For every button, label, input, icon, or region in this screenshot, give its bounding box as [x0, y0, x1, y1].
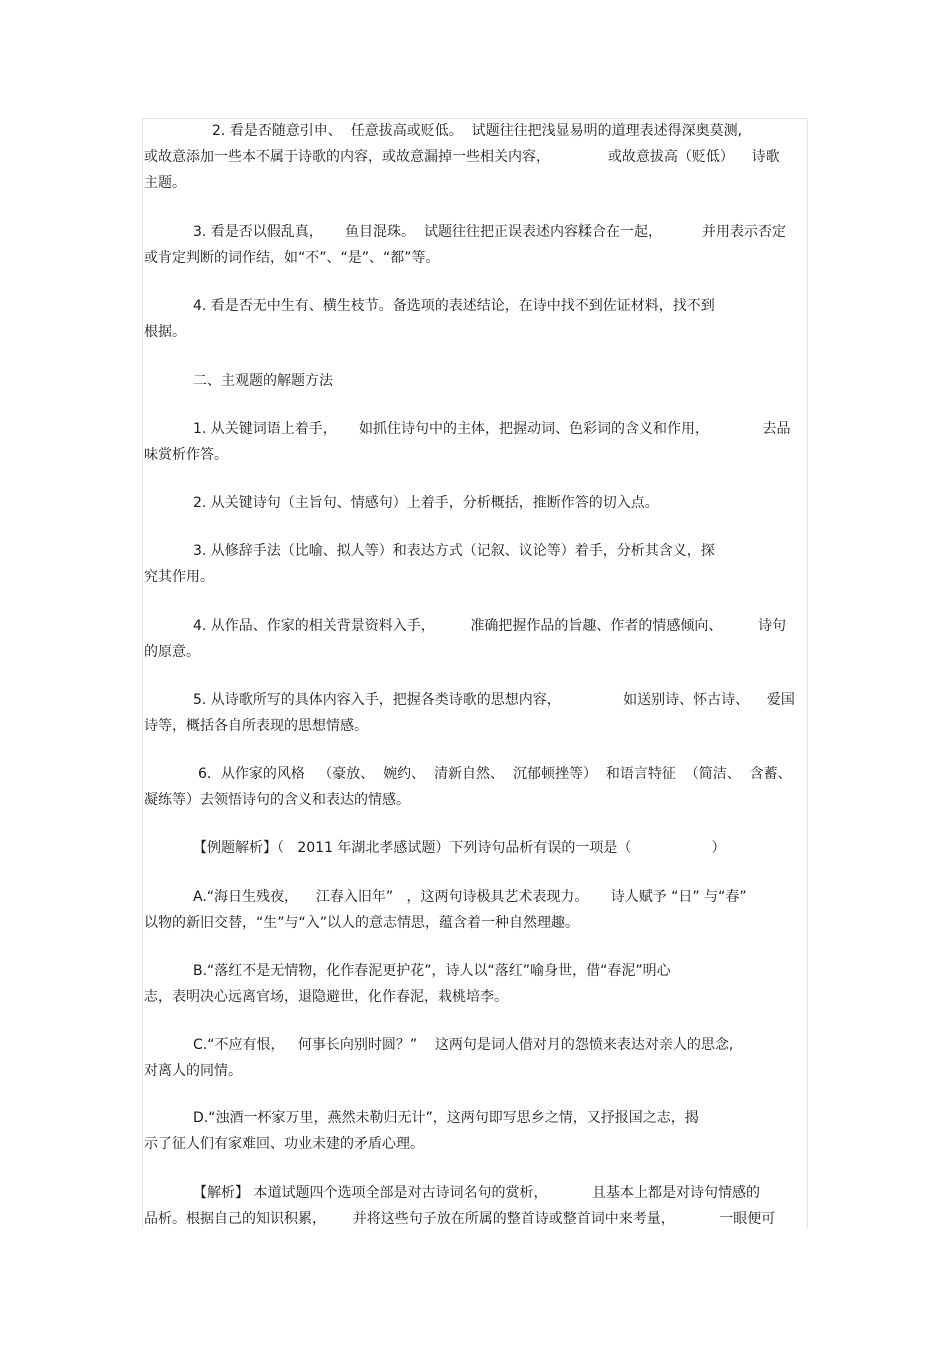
text-line: 5. 从诗歌所写的具体内容入手，把握各类诗歌的思想内容， 如送别诗、怀古诗、 爱国 [193, 692, 795, 708]
text-line: 示了征人们有家难回、功业未建的矛盾心理。 [144, 1136, 424, 1152]
text-line: 6．从作家的风格 （豪放、 婉约、 清新自然、 沉郁顿挫等） 和语言特征 （简洁、 含蓄、 [198, 766, 792, 782]
text-line: 主题。 [144, 175, 186, 191]
text-line: 4. 从作品、作家的相关背景资料入手， 准确把握作品的旨趣、作者的情感倾向、 诗句 [193, 618, 787, 634]
text-line: 志，表明决心远离官场，退隐避世，化作春泥，栽桃培李。 [144, 989, 508, 1005]
text-line: A.“海日生残夜， 江春入旧年” ，这两句诗极具艺术表现力。 诗人赋予 “日” 与“春” [193, 889, 747, 905]
text-line: 究其作用。 [144, 569, 214, 585]
text-line: 或肯定判断的词作结，如“不”、“是”、“都”等。 [144, 250, 440, 266]
text-line: B.“落红不是无情物，化作春泥更护花”，诗人以“落红”喻身世，借“春泥”明心 [193, 963, 671, 979]
text-line: 3. 看是否以假乱真， 鱼目混珠。 试题往往把正误表述内容糅合在一起， 并用表示否定 [193, 224, 787, 240]
text-line: 4. 看是否无中生有、横生枝节。备选项的表述结论，在诗中找不到佐证材料，找不到 [193, 298, 715, 314]
text-line: D.“浊酒一杯家万里，燕然未勒归无计”，这两句即写思乡之情，又抒报国之志，揭 [193, 1110, 699, 1126]
text-line: 品析。根据自己的知识积累， 并将这些句子放在所属的整首诗或整首词中来考量， 一眼便可 [144, 1211, 776, 1227]
text-line: 【解析】 本道试题四个选项全部是对古诗词名句的赏析， 且基本上都是对诗句情感的 [193, 1185, 760, 1201]
text-line: 2. 从关键诗句（主旨句、情感句）上着手，分析概括，推断作答的切入点。 [193, 495, 659, 511]
text-line: 1. 从关键词语上着手， 如抓住诗句中的主体，把握动词、色彩词的含义和作用， 去品 [193, 421, 791, 437]
text-line: 的原意。 [144, 644, 200, 660]
text-line: 根据。 [144, 324, 186, 340]
text-line: 2. 看是否随意引申、 任意拔高或贬低。 试题往往把浅显易明的道理表述得深奥莫测, [212, 123, 743, 139]
text-line: 诗等，概括各自所表现的思想情感。 [144, 718, 368, 734]
text-line: 或故意添加一些本不属于诗歌的内容，或故意漏掉一些相关内容， 或故意拔高（贬低） 诗歌 [144, 149, 780, 165]
text-line: C.“不应有恨， 何事长向别时圆？” 这两句是词人借对月的怨愤来表达对亲人的思念, [193, 1037, 734, 1053]
text-line: 以物的新旧交替，“生”与“入”以人的意志情思，蕴含着一种自然理趣。 [144, 915, 580, 931]
text-line: 味赏析作答。 [144, 447, 228, 463]
text-line: 二、主观题的解题方法 [193, 373, 333, 389]
text-line: 3. 从修辞手法（比喻、拟人等）和表达方式（记叙、议论等）着手，分析其含义，探 [193, 543, 715, 559]
text-line: 【例题解析】（ 2011 年湖北孝感试题）下列诗句品析有误的一项是（ ） [193, 840, 726, 856]
text-line: 对离人的同情。 [144, 1063, 242, 1079]
text-line: 凝练等）去领悟诗句的含义和表达的情感。 [144, 792, 410, 808]
